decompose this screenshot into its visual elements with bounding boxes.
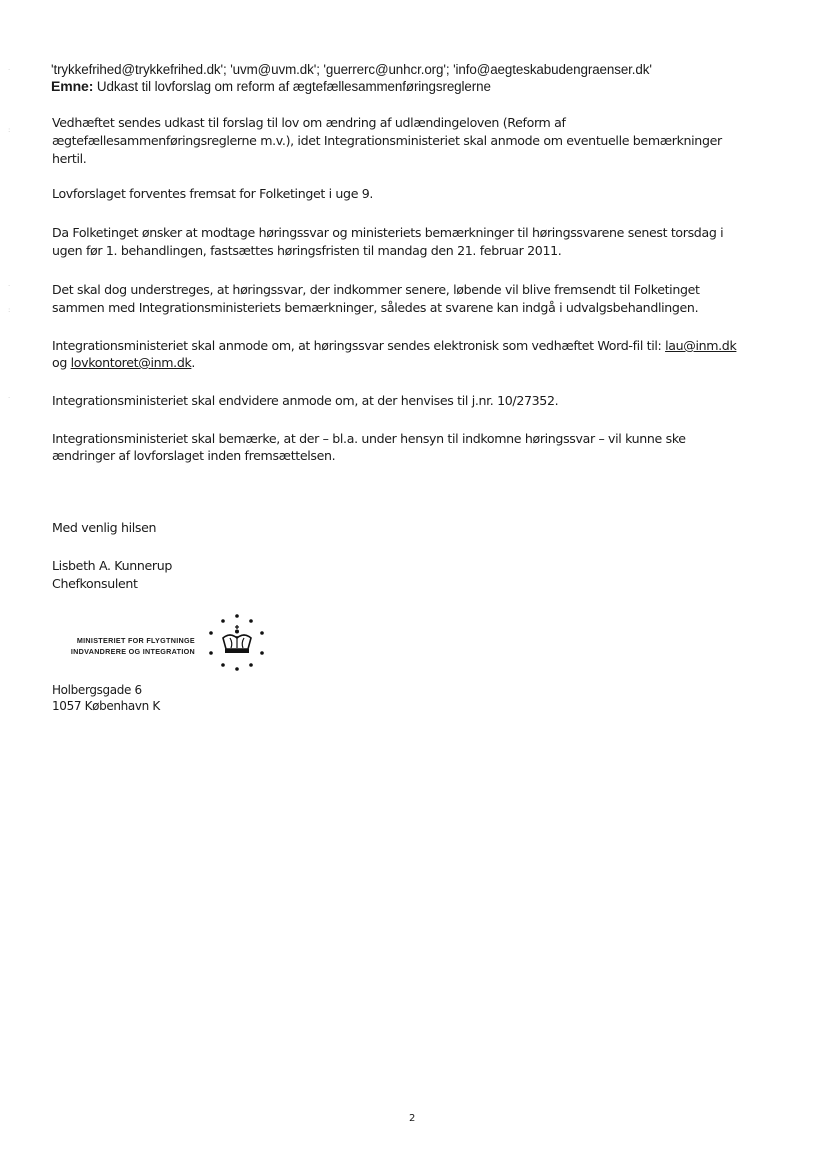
signatory-title: Chefkonsulent bbox=[52, 576, 138, 591]
paragraph-3-line-1: Da Folketinget ønsker at modtage høringssvar og ministeriets bemærkninger til høringssvarene senest torsdag i bbox=[52, 225, 724, 240]
paragraph-1-line-3: hertil. bbox=[52, 151, 87, 166]
paragraph-3-line-2: ugen før 1. behandlingen, fastsættes høringsfristen til mandag den 21. februar 2011. bbox=[52, 243, 562, 258]
paragraph-6: Integrationsministeriet skal endvidere anmode om, at der henvises til j.nr. 10/27352. bbox=[52, 393, 559, 408]
scan-mark: · bbox=[8, 394, 11, 402]
address-city: 1057 København K bbox=[52, 699, 160, 713]
scan-mark: · bbox=[8, 66, 11, 74]
logo-line-1: MINISTERIET FOR FLYGTNINGE bbox=[76, 636, 195, 645]
email-link-lovkontoret[interactable]: lovkontoret@inm.dk bbox=[70, 355, 192, 370]
paragraph-4-line-1: Det skal dog understreges, at høringssvar, der indkommer senere, løbende vil blive fremsendt til Folketinget bbox=[52, 282, 700, 297]
subject-text: Udkast til lovforslag om reform af ægtefællesammenføringsreglerne bbox=[96, 79, 491, 94]
paragraph-1-line-2: ægtefællesammenføringsreglerne m.v.), idet Integrationsministeriet skal anmode om eventuelle bemærkninger bbox=[52, 133, 722, 148]
email-recipients: 'trykkefrihed@trykkefrihed.dk'; 'uvm@uvm.dk'; 'guerrerc@unhcr.org'; 'info@aegteskabudengraenser.dk' bbox=[51, 62, 652, 77]
ministry-logo-text bbox=[51, 635, 195, 657]
email-subject-line bbox=[51, 78, 491, 94]
scan-mark: : bbox=[8, 306, 11, 314]
paragraph-5-line-2 bbox=[52, 354, 195, 371]
paragraph-7-line-1: Integrationsministeriet skal bemærke, at der – bl.a. under hensyn til indkomne høringssvar – vil kunne ske bbox=[52, 431, 686, 446]
paragraph-2: Lovforslaget forventes fremsat for Folketinget i uge 9. bbox=[52, 186, 374, 201]
paragraph-5-line-1 bbox=[52, 337, 736, 354]
crown-emblem-icon bbox=[203, 612, 271, 674]
paragraph-5-text: Integrationsministeriet skal anmode om, at høringssvar sendes elektronisk som vedhæftet Word-fil til: bbox=[52, 338, 666, 353]
paragraph-4-line-2: sammen med Integrationsministeriets bemærkninger, således at svarene kan indgå i udvalgsbehandlingen. bbox=[52, 300, 699, 315]
paragraph-7-line-2: ændringer af lovforslaget inden fremsættelsen. bbox=[52, 448, 336, 463]
paragraph-1-line-1: Vedhæftet sendes udkast til forslag til lov om ændring af udlændingeloven (Reform af bbox=[52, 115, 566, 130]
email-link-lau[interactable]: lau@inm.dk bbox=[665, 338, 737, 353]
paragraph-5-period: . bbox=[191, 355, 196, 370]
subject-label: Emne: bbox=[51, 78, 94, 94]
closing-greeting: Med venlig hilsen bbox=[52, 520, 157, 535]
scan-mark: : bbox=[8, 126, 11, 134]
paragraph-5-text-2: og bbox=[52, 355, 71, 370]
signatory-name: Lisbeth A. Kunnerup bbox=[52, 558, 172, 573]
logo-line-2: INDVANDRERE OG INTEGRATION bbox=[70, 647, 195, 656]
address-street: Holbergsgade 6 bbox=[52, 683, 142, 697]
page-number: 2 bbox=[409, 1113, 416, 1124]
scan-mark: · bbox=[8, 282, 11, 290]
